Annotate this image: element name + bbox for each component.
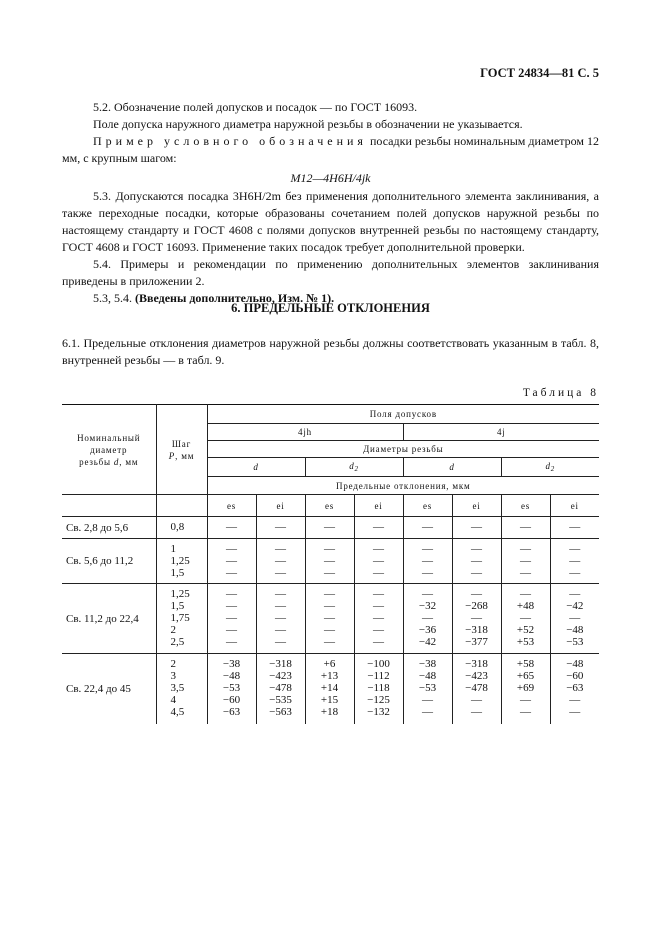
deviation-cell: — xyxy=(501,517,550,539)
section-title: 6. ПРЕДЕЛЬНЫЕ ОТКЛОНЕНИЯ xyxy=(231,301,430,315)
table-row xyxy=(62,517,599,539)
example-spaced-label: Пример условного обозначения xyxy=(93,134,367,148)
deviation-cell: — — — xyxy=(354,539,403,584)
deviation-cell: — — — — — xyxy=(354,584,403,654)
deviation-cell: +6 +13 +14 +15 +18 xyxy=(305,654,354,724)
header-es: es xyxy=(207,495,256,517)
paragraph-6-1: 6.1. Предельные отклонения диаметров наружной резьбы должны соответствовать указанным в табл. 8, внутренней резьбы — в табл. 9. xyxy=(62,336,599,367)
header-ei: ei xyxy=(452,495,501,517)
deviation-cell: — — — xyxy=(256,539,305,584)
header-nominal-diameter: Номинальный диаметр резьбы d, мм xyxy=(62,405,156,495)
diameter-range-cell: Св. 22,4 до 45 xyxy=(66,682,131,695)
deviation-cell: — xyxy=(207,517,256,539)
deviation-cell: — — — — — xyxy=(207,584,256,654)
paragraph-5-2-note: Поле допуска наружного диаметра наружной резьбы в обозначении не указывается. xyxy=(93,117,523,131)
deviation-cell: −100 −112 −118 −125 −132 xyxy=(354,654,403,724)
table-row xyxy=(62,654,599,724)
header-d-4j: d xyxy=(403,458,501,477)
header-ei: ei xyxy=(550,495,599,517)
diameter-range-cell: Св. 11,2 до 22,4 xyxy=(62,584,156,654)
header-field-4jh: 4jh xyxy=(207,424,403,441)
header-ei: ei xyxy=(354,495,403,517)
step-values-cell: 2 3 3,5 4 4,5 xyxy=(156,654,207,724)
deviation-cell: −38 −48 −53 — — xyxy=(403,654,452,724)
header-d2-4j: $d_2$ xyxy=(501,458,599,477)
deviation-cell: — xyxy=(354,517,403,539)
paragraph-5-2: 5.2. Обозначение полей допусков и посадок — по ГОСТ 16093. xyxy=(93,100,418,114)
designation-formula: M12—4H6H/4jk xyxy=(290,171,371,185)
header-tolerance-fields: Поля допусков xyxy=(207,405,599,424)
table-caption: Таблица 8 xyxy=(522,387,599,399)
deviation-cell: — xyxy=(256,517,305,539)
step-values-cell: 1,25 1,5 1,75 2 2,5 xyxy=(156,584,207,654)
deviation-cell: — — — xyxy=(305,539,354,584)
deviation-cell: — xyxy=(550,517,599,539)
deviation-cell: — — — xyxy=(452,539,501,584)
header-field-4j: 4j xyxy=(403,424,599,441)
body-text xyxy=(62,99,599,307)
deviation-cell: — xyxy=(305,517,354,539)
header-limit-deviations: Предельные отклонения, мкм xyxy=(207,477,599,495)
limit-deviations-table xyxy=(62,404,599,724)
paragraph-5-4: 5.4. Примеры и рекомендации по применению дополнительных элементов заклинивания приведены в приложении 2. xyxy=(62,257,599,288)
deviation-cell: — xyxy=(403,517,452,539)
diameter-range-cell: Св. 5,6 до 11,2 xyxy=(62,539,156,584)
header-thread-diameters: Диаметры резьбы xyxy=(207,441,599,458)
header-es: es xyxy=(305,495,354,517)
example-rest: посадки резьбы номинальным диаметром 12 мм, с крупным шагом: xyxy=(62,134,599,165)
table-row xyxy=(62,584,599,654)
amendment-prefix: 5.3, 5.4. xyxy=(93,291,135,305)
deviation-cell: — — — xyxy=(501,539,550,584)
deviation-cell: — xyxy=(452,517,501,539)
header-ei: ei xyxy=(256,495,305,517)
deviation-cell: — +48 — +52 +53 xyxy=(501,584,550,654)
deviation-cell: — — — xyxy=(403,539,452,584)
deviation-cell: — — — — — xyxy=(256,584,305,654)
step-values-cell: 0,8 xyxy=(156,517,207,539)
deviation-cell: −318 −423 −478 — — xyxy=(452,654,501,724)
diameter-range-cell: Св. 2,8 до 5,6 xyxy=(62,517,156,539)
header-d2-4jh: $d_2$ xyxy=(305,458,403,477)
page-header: ГОСТ 24834—81 С. 5 xyxy=(480,66,599,80)
deviation-cell: −48 −60 −63 — — xyxy=(550,654,599,724)
paragraph-example xyxy=(62,133,599,167)
paragraph-5-3: 5.3. Допускаются посадка 3H6H/2m без применения дополнительного элемента заклинивания, а также переходные посадки, которые образованы сочетанием полей допусков наружной резьбы по настоящему стандарту и ГОСТ 4608 с полями допусков внутренней резьбы по настоящему стандарту, ГОСТ 4608 и ГОСТ 16093. Применение таких посадок требует дополнительной проверки. xyxy=(62,189,599,254)
table-row xyxy=(62,539,599,584)
deviation-cell: — −32 — −36 −42 xyxy=(403,584,452,654)
header-es: es xyxy=(403,495,452,517)
header-d-4jh: d xyxy=(207,458,305,477)
deviation-cell: — −42 — −48 −53 xyxy=(550,584,599,654)
deviation-cell: — — — xyxy=(207,539,256,584)
header-step: Шаг P, мм xyxy=(156,405,207,495)
table-body xyxy=(62,517,599,724)
deviation-cell: +58 +65 +69 — — xyxy=(501,654,550,724)
header-es: es xyxy=(501,495,550,517)
deviation-cell: −318 −423 −478 −535 −563 xyxy=(256,654,305,724)
deviation-cell: — −268 — −318 −377 xyxy=(452,584,501,654)
deviation-cell: — — — xyxy=(550,539,599,584)
deviation-cell: −38 −48 −53 −60 −63 xyxy=(207,654,256,724)
amendment-note: (Введены дополнительно, Изм. № 1). xyxy=(135,291,335,305)
step-values-cell: 1 1,25 1,5 xyxy=(156,539,207,584)
deviation-cell: — — — — — xyxy=(305,584,354,654)
